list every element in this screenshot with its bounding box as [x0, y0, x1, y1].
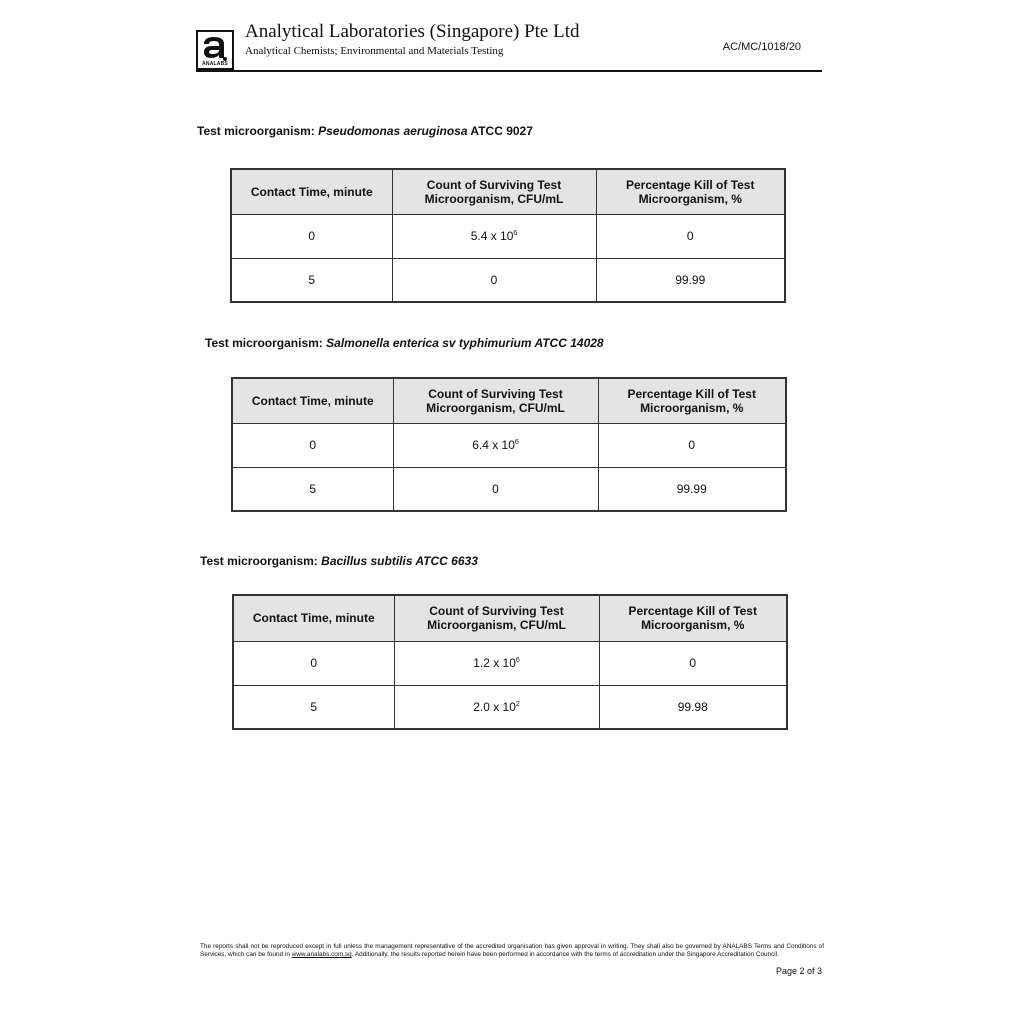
report-number: AC/MC/1018/20	[722, 41, 801, 53]
table-row	[232, 467, 786, 511]
header-kill: Percentage Kill of Test Microorganism, %	[599, 595, 787, 641]
cell-time: 0	[233, 641, 394, 685]
table-row	[231, 214, 785, 258]
page-number: Page 2 of 3	[775, 966, 822, 976]
cell-kill: 99.99	[598, 467, 786, 511]
header-kill: Percentage Kill of Test Microorganism, %	[598, 378, 786, 423]
header-count: Count of Surviving Test Microorganism, CFU/mL	[394, 595, 599, 641]
section-organism: Salmonella enterica sv typhimurium ATCC 14028	[326, 336, 604, 350]
company-tagline: Analytical Chemists; Environmental and Materials Testing	[245, 45, 504, 57]
header-contact-time: Contact Time, minute	[231, 169, 392, 214]
cell-time: 0	[232, 423, 393, 467]
section-organism: Bacillus subtilis ATCC 6633	[321, 554, 478, 568]
table-header-row	[233, 595, 787, 641]
header-count: Count of Surviving Test Microorganism, CFU/mL	[392, 169, 596, 214]
cell-time: 0	[231, 214, 392, 258]
section-organism: Pseudomonas aeruginosa	[318, 124, 468, 138]
website-link[interactable]: www.analabs.com.sg	[291, 951, 352, 958]
table-row	[233, 685, 787, 729]
cell-count: 5.4 x $10^6$	[392, 214, 596, 258]
table-row	[231, 258, 785, 302]
cell-count: 6.4 x $10^6$	[393, 423, 598, 467]
results-table-2	[231, 377, 787, 512]
section-title-2	[205, 336, 604, 350]
header-count: Count of Surviving Test Microorganism, CFU/mL	[393, 378, 598, 423]
cell-time: 5	[231, 258, 392, 302]
company-name: Analytical Laboratories (Singapore) Pte Ltd	[245, 21, 580, 42]
section-title-3	[200, 554, 478, 568]
footer-disclaimer: The reports shall not be reproduced except in full unless the management representative of the accredited organisation has given approval in writing. They shall also be governed by ANALABS Terms and Conditions of Services, which can be found in www.analabs.com.sg. Additionally, the results reported herein have been performed in accordance with the terms of accreditation under the Singapore Accreditation Council.	[200, 943, 824, 958]
cell-count: 0	[392, 258, 596, 302]
table-header-row	[232, 378, 786, 423]
cell-count: 2.0 x $10^2$	[394, 685, 599, 729]
logo-mark-icon	[200, 34, 230, 62]
results-table-3	[232, 594, 788, 730]
header-contact-time: Contact Time, minute	[233, 595, 394, 641]
logo-text: ANALABS	[202, 61, 228, 67]
section-strain: ATCC 9027	[470, 124, 533, 138]
cell-count: 1.2 x $10^6$	[394, 641, 599, 685]
cell-time: 5	[232, 467, 393, 511]
section-title-1	[197, 124, 533, 138]
section-prefix: Test microorganism:	[200, 554, 318, 568]
header-kill: Percentage Kill of Test Microorganism, %	[596, 169, 785, 214]
cell-kill: 99.98	[599, 685, 787, 729]
section-prefix: Test microorganism:	[205, 336, 323, 350]
cell-kill: 99.99	[596, 258, 785, 302]
cell-kill: 0	[598, 423, 786, 467]
cell-kill: 0	[599, 641, 787, 685]
cell-time: 5	[233, 685, 394, 729]
section-prefix: Test microorganism:	[197, 124, 315, 138]
table-row	[233, 641, 787, 685]
header-divider	[196, 70, 822, 72]
table-header-row	[231, 169, 785, 214]
cell-count: 0	[393, 467, 598, 511]
header-contact-time: Contact Time, minute	[232, 378, 393, 423]
table-row	[232, 423, 786, 467]
results-table-1	[230, 168, 786, 303]
cell-kill: 0	[596, 214, 785, 258]
company-logo	[196, 30, 234, 70]
